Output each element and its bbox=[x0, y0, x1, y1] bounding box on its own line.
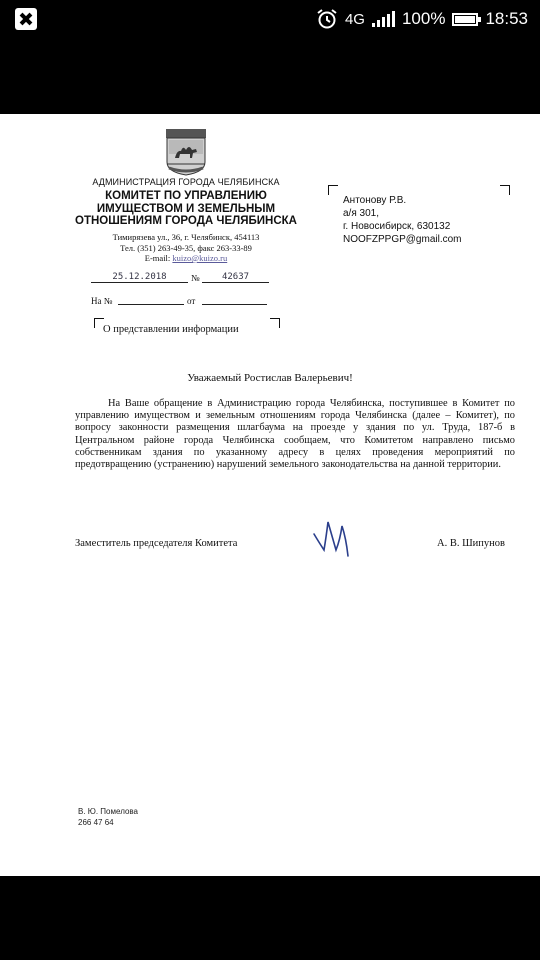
registration-number: 42637 bbox=[202, 272, 269, 283]
executor-phone: 266 47 64 bbox=[78, 818, 114, 827]
committee-name-line: ОТНОШЕНИЯМ ГОРОДА ЧЕЛЯБИНСКА bbox=[75, 215, 297, 227]
signatory-name: А. В. Шипунов bbox=[437, 538, 505, 549]
registration-date: 25.12.2018 bbox=[91, 272, 188, 283]
reply-to-date-label: от bbox=[187, 296, 196, 306]
committee-contacts bbox=[70, 232, 302, 264]
registration-number-label: № bbox=[191, 273, 200, 283]
letter-body: На Ваше обращение в Администрацию города Челябинска, поступившее в Комитет по управлению имуществом и земельным отношениям города Челябинска (далее – Комитет), по вопросу законности размещения шлагбаума на проезде у здания по ул. Труда, 187-б в Центральном районе города Челябинска сообщаем, что Комитетом направлено письмо собственникам здания по указанному адресу в целях проведения мероприятий по предотвращению (устранению) нарушений земельного законодательства на данной территории. bbox=[75, 398, 515, 471]
committee-name-line: КОМИТЕТ ПО УПРАВЛЕНИЮ bbox=[105, 190, 267, 202]
salutation: Уважаемый Ростислав Валерьевич! bbox=[187, 372, 353, 384]
committee-name bbox=[58, 190, 314, 228]
app-notification-icon bbox=[14, 7, 38, 31]
registration-line bbox=[91, 269, 271, 283]
administration-name: АДМИНИСТРАЦИЯ ГОРОДА ЧЕЛЯБИНСКА bbox=[92, 177, 280, 187]
alarm-icon bbox=[316, 8, 338, 30]
handwritten-signature-icon bbox=[310, 516, 358, 560]
recipient-email: NOOFZPPGP@gmail.com bbox=[343, 234, 462, 245]
subject-corner-right bbox=[270, 318, 280, 328]
committee-phone: Тел. (351) 263-49-35, факс 263-33-89 bbox=[120, 242, 252, 253]
document-page bbox=[0, 114, 540, 876]
recipient-name: Антонову Р.В. bbox=[343, 195, 407, 206]
reply-to-date-blank bbox=[202, 304, 267, 305]
signatory-position: Заместитель председателя Комитета bbox=[75, 538, 238, 549]
committee-address: Тимирязева ул., 36, г. Челябинск, 454113 bbox=[112, 232, 260, 242]
letter-subject: О представлении информации bbox=[103, 324, 239, 335]
recipient-city: г. Новосибирск, 630132 bbox=[343, 221, 451, 232]
executor-name: В. Ю. Помелова bbox=[78, 807, 139, 816]
clock: 18:53 bbox=[485, 9, 528, 28]
recipient-po-box: а/я 301, bbox=[343, 208, 379, 219]
signal-icon bbox=[372, 11, 395, 27]
reply-to-number-label: На № bbox=[91, 296, 113, 306]
chelyabinsk-coat-of-arms-icon bbox=[165, 128, 207, 176]
battery-icon bbox=[452, 13, 478, 26]
reply-to-number-blank bbox=[118, 304, 184, 305]
address-corner-right bbox=[500, 185, 510, 195]
executor-block bbox=[78, 806, 138, 828]
network-type: 4G bbox=[344, 10, 365, 28]
email-label: E-mail: bbox=[144, 253, 171, 263]
committee-email-link[interactable]: kuizo@kuizo.ru bbox=[172, 253, 228, 263]
address-corner-left bbox=[328, 185, 338, 195]
reply-to-line bbox=[91, 292, 271, 306]
committee-name-line: ИМУЩЕСТВОМ И ЗЕМЕЛЬНЫМ bbox=[96, 202, 276, 215]
recipient-address-block bbox=[343, 194, 462, 246]
status-bar bbox=[0, 0, 540, 38]
battery-percent: 100% bbox=[401, 9, 446, 28]
